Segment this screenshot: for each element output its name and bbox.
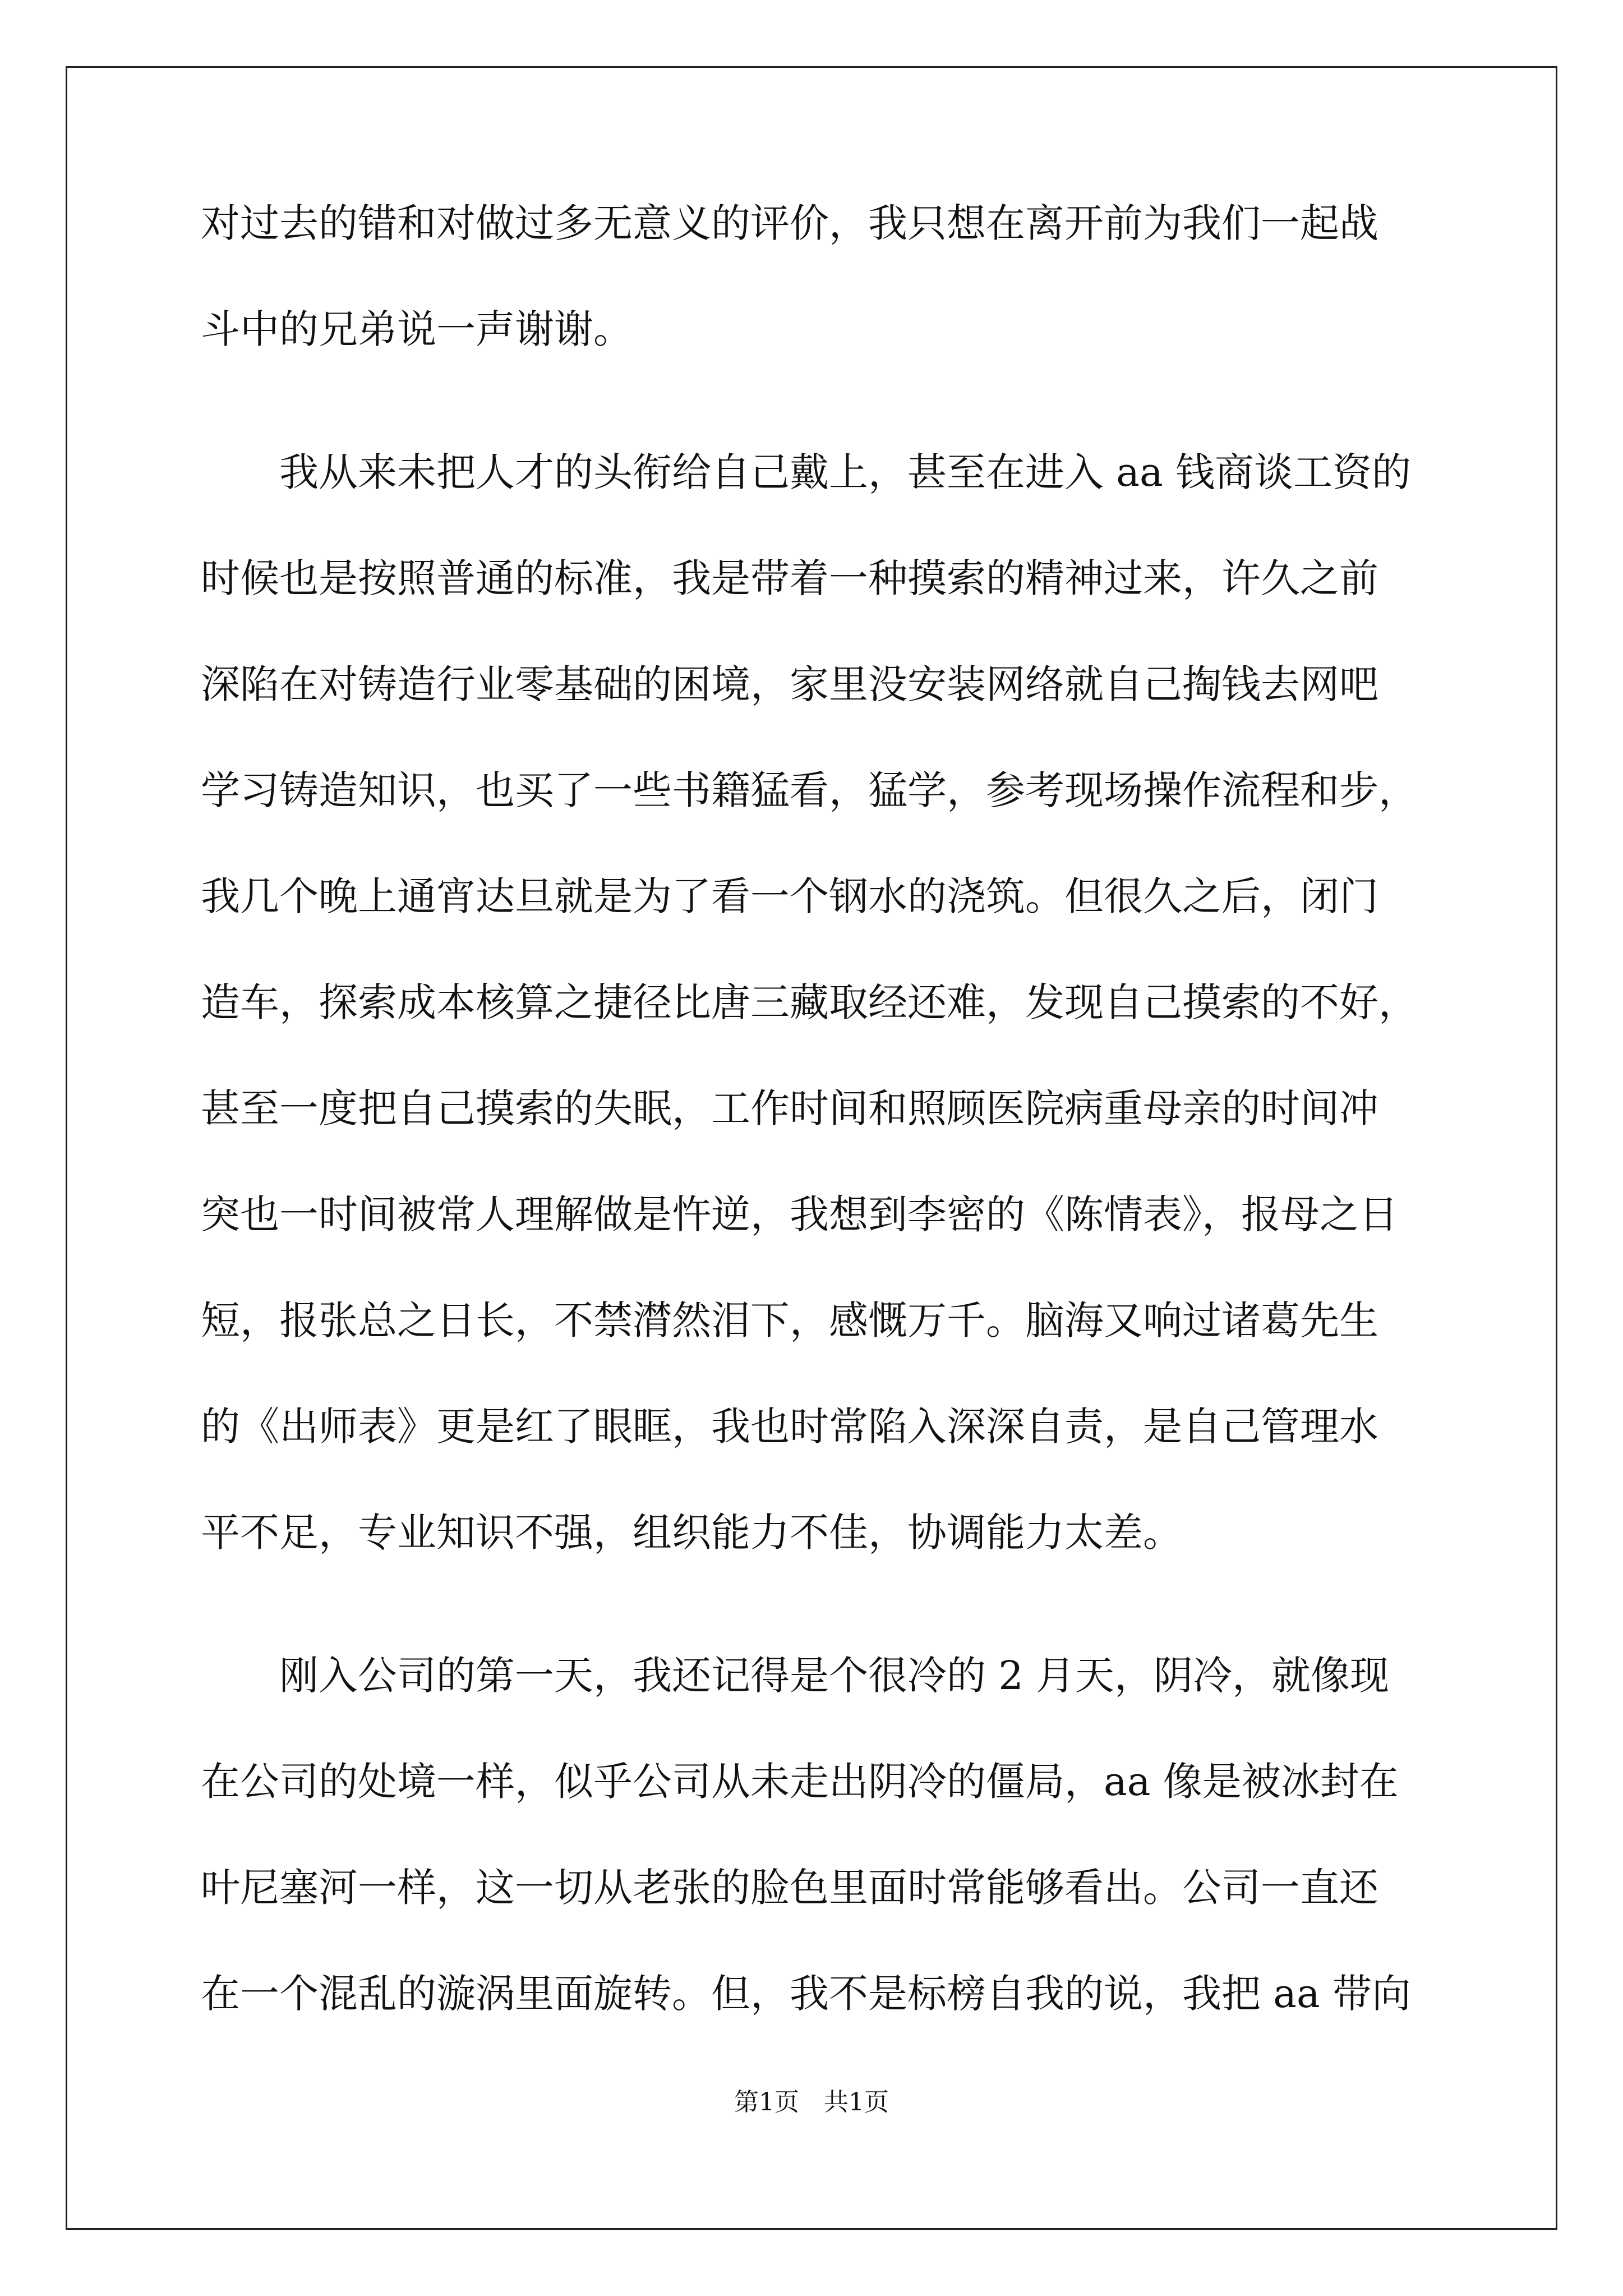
text-line: 平不足，专业知识不强，组织能力不佳，协调能力太差。 [201,1510,1182,1556]
text-line: 斗中的兄弟说一声谢谢。 [201,306,633,352]
text-line: 突也一时间被常人理解做是忤逆，我想到李密的《陈情表》，报母之日 [201,1191,1398,1237]
text-line: 学习铸造知识，也买了一些书籍猛看，猛学，参考现场操作流程和步， [201,767,1418,813]
text-line: 造车，探索成本核算之捷径比唐三藏取经还难，发现自己摸索的不好， [201,979,1418,1025]
text-line: 的《出师表》更是红了眼眶，我也时常陷入深深自责，是自己管理水 [201,1404,1378,1450]
text-line: 在公司的处境一样，似乎公司从未走出阴冷的僵局，aa 像是被冰封在 [201,1759,1399,1805]
text-line: 我几个晚上通宵达旦就是为了看一个钢水的浇筑。但很久之后，闭门 [201,873,1378,919]
text-line: 对过去的错和对做过多无意义的评价，我只想在离开前为我们一起战 [201,200,1378,246]
text-line: 在一个混乱的漩涡里面旋转。但，我不是标榜自我的说，我把 aa 带向 [201,1971,1411,2017]
page-number-footer: 第1页 共1页 [734,2088,889,2116]
text-line: 甚至一度把自己摸索的失眠，工作时间和照顾医院病重母亲的时间冲 [201,1085,1378,1131]
text-line: 深陷在对铸造行业零基础的困境，家里没安装网络就自己掏钱去网吧 [201,661,1378,707]
text-line: 我从来未把人才的头衔给自己戴上，甚至在进入 aa 钱商谈工资的 [201,449,1411,495]
text-line: 刚入公司的第一天，我还记得是个很冷的 2 月天，阴冷，就像现 [201,1653,1390,1699]
text-line: 短，报张总之日长，不禁潸然泪下，感慨万千。脑海又响过诸葛先生 [201,1297,1378,1343]
text-line: 时候也是按照普通的标准，我是带着一种摸索的精神过来，许久之前 [201,555,1378,601]
text-line: 叶尼塞河一样，这一切从老张的脸色里面时常能够看出。公司一直还 [201,1865,1378,1911]
